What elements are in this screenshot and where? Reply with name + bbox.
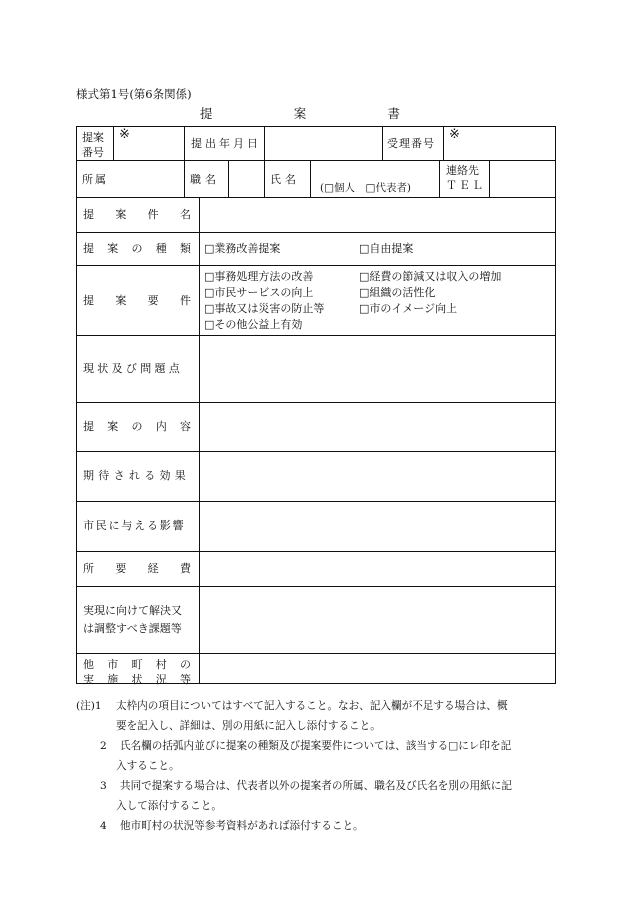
cost-field[interactable] bbox=[200, 552, 554, 586]
requirement-option[interactable]: □市のイメージ向上 bbox=[359, 302, 458, 315]
title-char: 書 bbox=[387, 106, 400, 121]
current-status-field[interactable] bbox=[200, 336, 554, 402]
note-item: (注)1 太枠内の項目についてはすべて記入すること。なお、記入欄が不足する場合は、概 bbox=[76, 700, 508, 712]
requirement-option[interactable]: □組織の活性化 bbox=[359, 286, 436, 299]
requirement-label: 提 案 要 件 bbox=[83, 294, 191, 307]
notes-section bbox=[76, 696, 562, 836]
requirement-option[interactable]: □市民サービスの向上 bbox=[204, 286, 314, 299]
expected-effect-field[interactable] bbox=[200, 452, 554, 501]
requirement-option[interactable]: □その他公益上有効 bbox=[204, 318, 303, 331]
form-number: 様式第1号(第6条関係) bbox=[76, 87, 192, 101]
proposal-title-field[interactable] bbox=[200, 198, 554, 232]
other-municipalities-label: 他 市 町 村 の bbox=[83, 658, 191, 671]
type-option-free[interactable]: □自由提案 bbox=[359, 242, 414, 255]
proposal-no-mark: ※ bbox=[119, 127, 130, 142]
proposal-content-label: 提 案 の 内 容 bbox=[83, 420, 191, 433]
requirement-option[interactable]: □事務処理方法の改善 bbox=[204, 270, 314, 283]
note-item: 要を記入し、詳細は、別の用紙に記入し添付すること。 bbox=[116, 720, 381, 732]
cost-label: 所 要 経 費 bbox=[83, 562, 191, 575]
current-status-label: 現状及び問題点 bbox=[83, 362, 184, 375]
page-title bbox=[200, 104, 400, 122]
receipt-no-label: 受理番号 bbox=[387, 137, 435, 150]
contact-label: 連絡先 bbox=[446, 164, 479, 177]
proposal-type-label: 提 案 の 種 類 bbox=[83, 242, 191, 255]
citizen-impact-label: 市民に与える影響 bbox=[83, 519, 186, 532]
proposal-no-label: 提案番号 bbox=[82, 131, 104, 159]
proposal-title-label: 提 案 件 名 bbox=[83, 208, 191, 221]
submit-date-label: 提出年月日 bbox=[191, 137, 261, 150]
note-item: 3 共同で提案する場合は、代表者以外の提案者の所属、職名及び氏名を別の用紙に記 bbox=[100, 780, 512, 792]
requirement-option[interactable]: □事故又は災害の防止等 bbox=[204, 302, 325, 315]
citizen-impact-field[interactable] bbox=[200, 502, 554, 551]
tel-label: ＴＥＬ bbox=[446, 179, 485, 192]
requirement-option[interactable]: □経費の節減又は収入の増加 bbox=[359, 270, 502, 283]
proposal-content-field[interactable] bbox=[200, 403, 554, 451]
receipt-no-mark: ※ bbox=[449, 127, 460, 142]
note-item: 入すること。 bbox=[116, 760, 180, 772]
note-item: 入して添付すること。 bbox=[116, 800, 222, 812]
title-char: 提 bbox=[200, 106, 213, 121]
name-label: 氏名 bbox=[270, 173, 300, 186]
type-option-business[interactable]: □業務改善提案 bbox=[204, 242, 281, 255]
position-label: 職名 bbox=[190, 173, 220, 186]
issues-label-line: 実現に向けて解決又 bbox=[83, 604, 182, 617]
name-type-choice[interactable]: (□個人 □代表者) bbox=[320, 182, 412, 194]
note-item: 2 氏名欄の括弧内並びに提案の種類及び提案要件については、該当する□にレ印を記 bbox=[100, 740, 512, 752]
other-municipalities-label: 実 施 状 況 等 bbox=[83, 673, 191, 686]
affiliation-label: 所属 bbox=[82, 173, 108, 186]
issues-field[interactable] bbox=[200, 587, 554, 653]
other-municipalities-field[interactable] bbox=[200, 654, 554, 683]
note-item: 4 他市町村の状況等参考資料があれば添付すること。 bbox=[100, 820, 364, 832]
proposal-form-table bbox=[76, 126, 556, 684]
expected-effect-label: 期待される効果 bbox=[83, 469, 191, 482]
title-char: 案 bbox=[293, 106, 307, 121]
submit-date-field[interactable] bbox=[269, 131, 377, 157]
issues-label-line: は調整すべき課題等 bbox=[83, 622, 182, 635]
